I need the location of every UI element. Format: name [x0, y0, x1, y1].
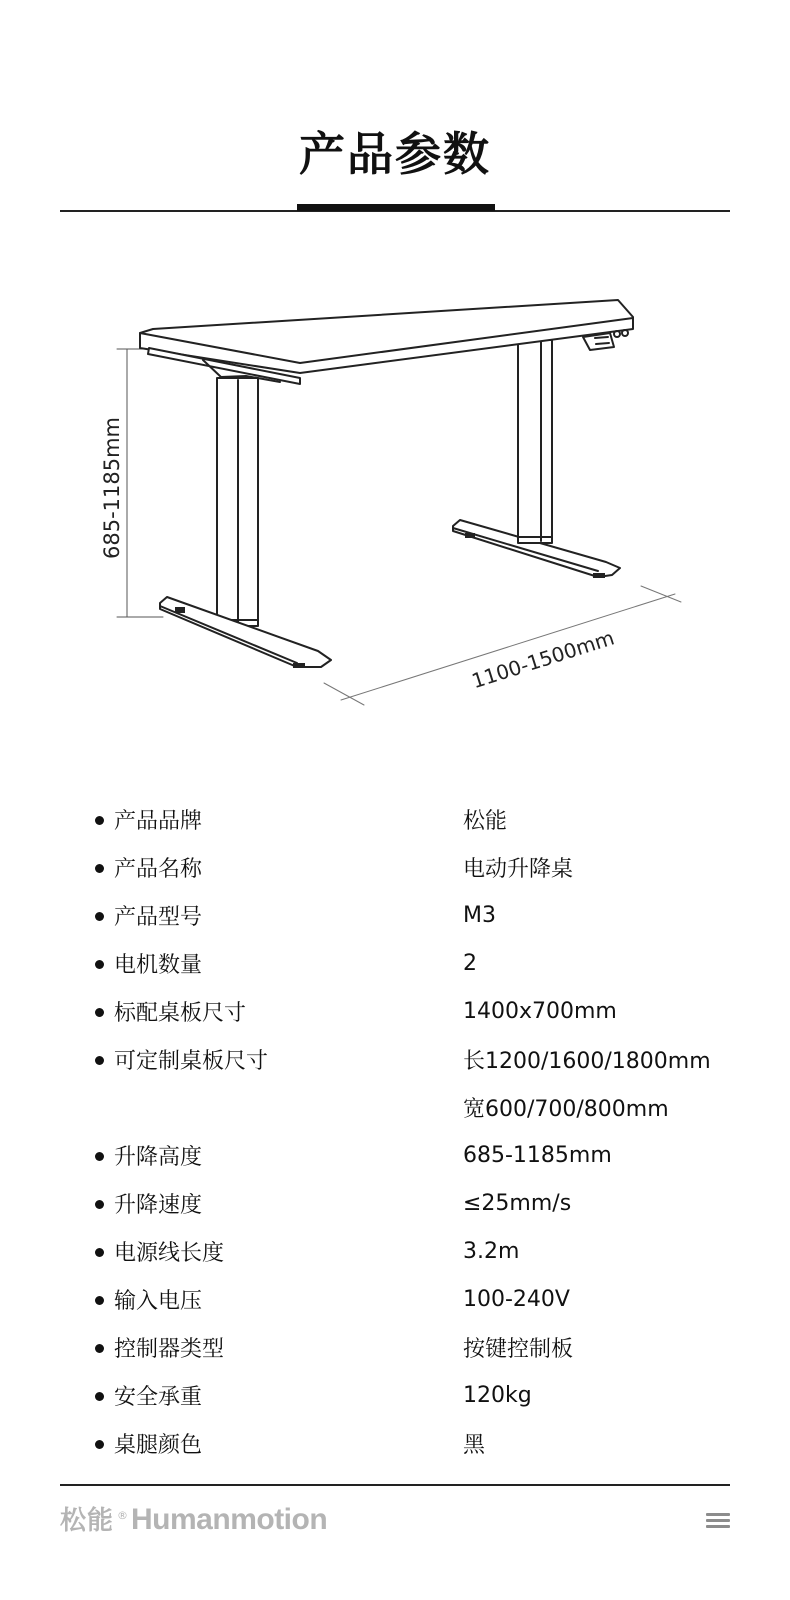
bullet — [95, 1056, 104, 1065]
width-dimension — [324, 586, 681, 705]
spec-row-lift-speed — [95, 1179, 755, 1227]
spec-value: 2 — [463, 950, 477, 976]
spec-row-leg-color — [95, 1419, 755, 1467]
spec-row-cable-length — [95, 1227, 755, 1275]
footer-divider — [60, 1484, 730, 1486]
spec-value: 电动升降桌 — [463, 856, 574, 882]
header-accent-bar — [297, 204, 495, 211]
bullet — [95, 1152, 104, 1161]
spec-row-model — [95, 891, 755, 939]
spec-row-standard-size — [95, 987, 755, 1035]
height-dimension-label: 685-1185mm — [100, 416, 124, 560]
desk-illustration — [0, 280, 790, 750]
spec-label: 升降速度 — [114, 1192, 203, 1218]
spec-label: 可定制桌板尺寸 — [114, 1048, 269, 1074]
brand-name-cn: 松能 — [60, 1506, 115, 1536]
registered-mark: ® — [117, 1509, 129, 1522]
spec-label: 产品品牌 — [114, 808, 203, 834]
tabletop — [140, 300, 633, 384]
spec-label: 产品型号 — [114, 904, 203, 930]
spec-value: 长1200/1600/1800mm — [463, 1048, 711, 1074]
spec-label: 安全承重 — [114, 1384, 203, 1410]
spec-value: ≤25mm/s — [463, 1190, 572, 1216]
spec-label: 电机数量 — [114, 952, 203, 978]
spec-label: 标配桌板尺寸 — [114, 1000, 247, 1026]
spec-row-motors — [95, 939, 755, 987]
brand-logo — [60, 1500, 327, 1537]
bullet — [95, 1344, 104, 1353]
spec-value: 120kg — [463, 1382, 532, 1408]
spec-row-custom-size-continued — [95, 1083, 755, 1131]
bullet — [95, 960, 104, 969]
spec-value: 黑 — [463, 1432, 486, 1458]
spec-label: 产品名称 — [114, 856, 203, 882]
spec-value: M3 — [463, 902, 496, 928]
page-title: 产品参数 — [299, 127, 491, 181]
bullet — [95, 1008, 104, 1017]
spec-value: 1400x700mm — [463, 998, 617, 1024]
spec-label: 升降高度 — [114, 1144, 203, 1170]
spec-list — [95, 795, 755, 1467]
spec-value: 松能 — [463, 808, 508, 834]
menu-icon-bar — [706, 1525, 730, 1528]
bullet — [95, 1392, 104, 1401]
spec-row-lift-height — [95, 1131, 755, 1179]
spec-label: 控制器类型 — [114, 1336, 225, 1362]
front-leg — [160, 378, 331, 668]
bullet — [95, 1440, 104, 1449]
spec-value: 3.2m — [463, 1238, 520, 1264]
brand-name-en: Humanmotion — [131, 1503, 328, 1536]
spec-row-controller — [95, 1323, 755, 1371]
spec-row-custom-size — [95, 1035, 755, 1083]
menu-icon-bar — [706, 1519, 730, 1522]
spec-label: 电源线长度 — [114, 1240, 225, 1266]
width-dimension-label: 1100-1500mm — [468, 625, 618, 694]
menu-icon-bar — [706, 1513, 730, 1516]
bullet — [95, 1248, 104, 1257]
spec-label: 输入电压 — [114, 1288, 203, 1314]
bullet — [95, 864, 104, 873]
spec-value: 685-1185mm — [463, 1142, 612, 1168]
back-leg — [453, 340, 620, 578]
bullet — [95, 816, 104, 825]
spec-row-brand — [95, 795, 755, 843]
bullet — [95, 912, 104, 921]
spec-value: 宽600/700/800mm — [463, 1096, 669, 1122]
spec-label: 桌腿颜色 — [114, 1432, 203, 1458]
spec-row-voltage — [95, 1275, 755, 1323]
spec-value: 按键控制板 — [463, 1336, 574, 1362]
spec-row-load — [95, 1371, 755, 1419]
bullet — [95, 1296, 104, 1305]
menu-icon[interactable] — [706, 1513, 730, 1531]
spec-row-name — [95, 843, 755, 891]
bullet — [95, 1200, 104, 1209]
spec-value: 100-240V — [463, 1286, 570, 1312]
